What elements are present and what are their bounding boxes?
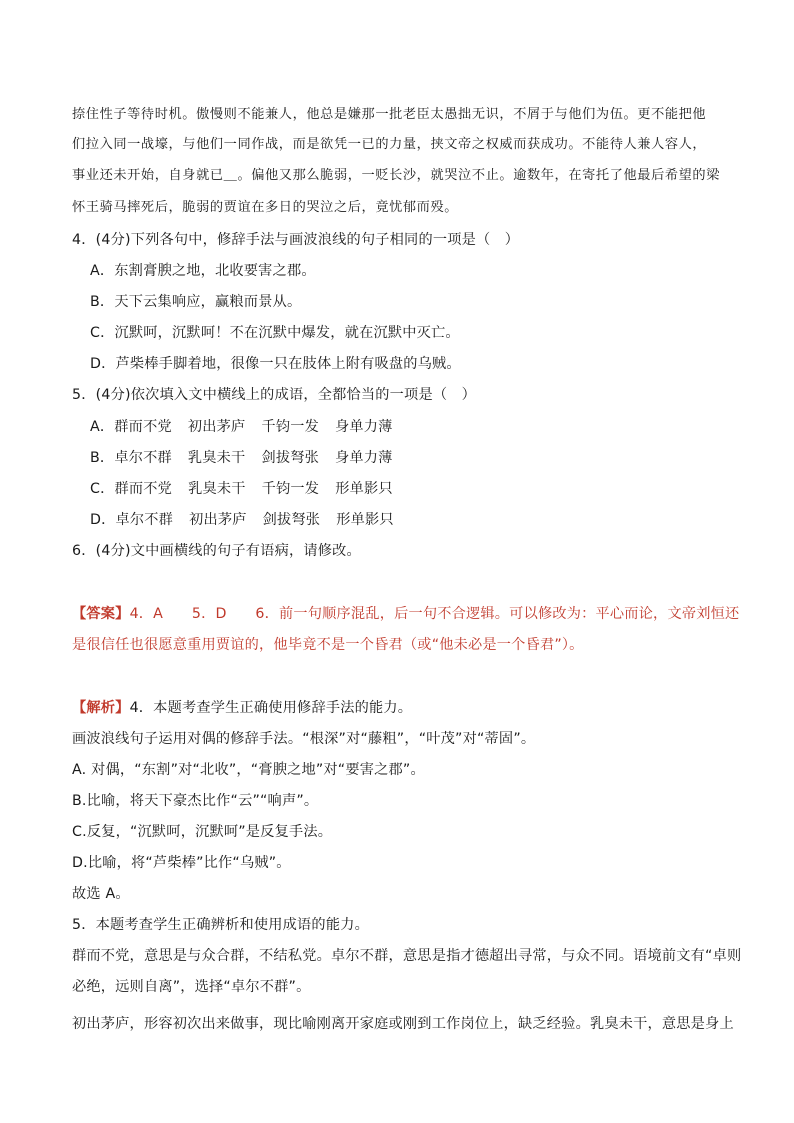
option-word: 群而不党 — [114, 419, 172, 435]
option-word: 初出茅庐 — [187, 419, 246, 435]
analysis-line-11: 初出茅庐，形容初次出来做事，现比喻刚离开家庭或刚到工作岗位上，缺乏经验。乳臭未干，意思是身上 — [72, 1016, 734, 1032]
question-4-option-b: B．天下云集响应，赢粮而景从。 — [90, 294, 302, 310]
analysis-line-8: 5．本题考查学生正确辨析和使用成语的能力。 — [72, 917, 369, 933]
option-word: 卓尔不群 — [115, 512, 174, 528]
question-5-option-a — [90, 416, 393, 436]
analysis-label: 【解析】 — [72, 700, 130, 716]
answer-line-1 — [72, 603, 739, 623]
analysis-line-4: B.比喻，将天下豪杰比作“云”“响声”。 — [72, 793, 319, 809]
passage-line-4: 怀王骑马摔死后，脆弱的贾谊在多日的哭泣之后，竟忧郁而殁。 — [72, 200, 459, 215]
passage-line-3: 事业还未开始，自身就已＿。偏他又那么脆弱，一贬长沙，就哭泣不止。逾数年，在寄托了他最后希望的梁 — [72, 168, 721, 183]
option-letter: D． — [90, 512, 116, 528]
option-word: 乳臭未干 — [187, 450, 246, 466]
analysis-line-6: D.比喻，将“芦柴棒”比作“乌贼”。 — [72, 855, 291, 871]
analysis-line-10: 必绝，远则自离”，选择“卓尔不群”。 — [72, 979, 311, 995]
option-word: 形单影只 — [335, 481, 393, 497]
analysis-text-1: 4．本题考查学生正确使用修辞手法的能力。 — [129, 700, 413, 716]
question-4-stem: 4．(4分)下列各句中，修辞手法与画波浪线的句子相同的一项是（ ） — [72, 232, 520, 248]
option-letter: B． — [90, 450, 115, 466]
analysis-line-9: 群而不党，意思是与众合群，不结私党。卓尔不群，意思是指才德超出寻常，与众不同。语境前文有“卓则 — [72, 948, 742, 964]
analysis-line-1 — [72, 697, 412, 717]
question-5-option-b — [90, 447, 393, 467]
analysis-line-5: C.反复，“沉默呵，沉默呵”是反复手法。 — [72, 824, 333, 840]
passage-line-1: 捺住性子等待时机。傲慢则不能兼人，他总是嫌那一批老臣太愚拙无识，不屑于与他们为伍。更不能把他 — [72, 107, 707, 122]
option-letter: C． — [90, 481, 115, 497]
answer-label: 【答案】 — [72, 606, 130, 622]
option-word: 乳臭未干 — [188, 481, 246, 497]
answer-line-2: 是很信任也很愿意重用贾谊的，他毕竟不是一个昏君（或“他未必是一个昏君”）。 — [72, 637, 584, 653]
option-word: 千钧一发 — [261, 419, 319, 435]
passage-line-2: 们拉入同一战壕，与他们一同作战，而是欲凭一已的力量，挟文帝之权威而获成功。不能待人兼人容人， — [72, 137, 707, 152]
option-word: 身单力薄 — [334, 419, 393, 435]
option-word: 剑拔弩张 — [262, 512, 321, 528]
option-word: 身单力薄 — [335, 450, 393, 466]
option-word: 群而不党 — [114, 481, 173, 497]
question-5-option-d — [90, 509, 394, 529]
option-word: 形单影只 — [336, 512, 394, 528]
analysis-line-2: 画波浪线句子运用对偶的修辞手法。“根深”对“藤粗”，“叶茂”对“蒂固”。 — [72, 731, 536, 747]
option-word: 初出茅庐 — [189, 512, 247, 528]
question-4-option-a: A．东割膏腴之地，北收要害之郡。 — [90, 263, 316, 279]
answer-text-1: 4．A 5．D 6．前一句顺序混乱，后一句不合逻辑。可以修改为：平心而论，文帝刘恒还 — [129, 606, 740, 622]
option-letter: A． — [90, 419, 115, 435]
option-word: 卓尔不群 — [114, 450, 172, 466]
question-5-option-c — [90, 478, 393, 498]
analysis-line-3: A. 对偶，“东割”对“北收”，“膏腴之地”对“要害之郡”。 — [72, 762, 425, 778]
question-5-stem: 5．(4分)依次填入文中横线上的成语，全都恰当的一项是（ ） — [72, 387, 477, 403]
question-4-option-c: C．沉默呵，沉默呵！不在沉默中爆发，就在沉默中灭亡。 — [90, 325, 460, 341]
option-word: 剑拔弩张 — [261, 450, 320, 466]
analysis-line-7: 故选 A。 — [72, 886, 130, 902]
question-4-option-d: D．芦柴棒手脚着地，很像一只在肢体上附有吸盘的乌贼。 — [90, 356, 461, 372]
option-word: 千钧一发 — [261, 481, 320, 497]
question-6-stem: 6．(4分)文中画横线的句子有语病，请修改。 — [72, 543, 361, 559]
